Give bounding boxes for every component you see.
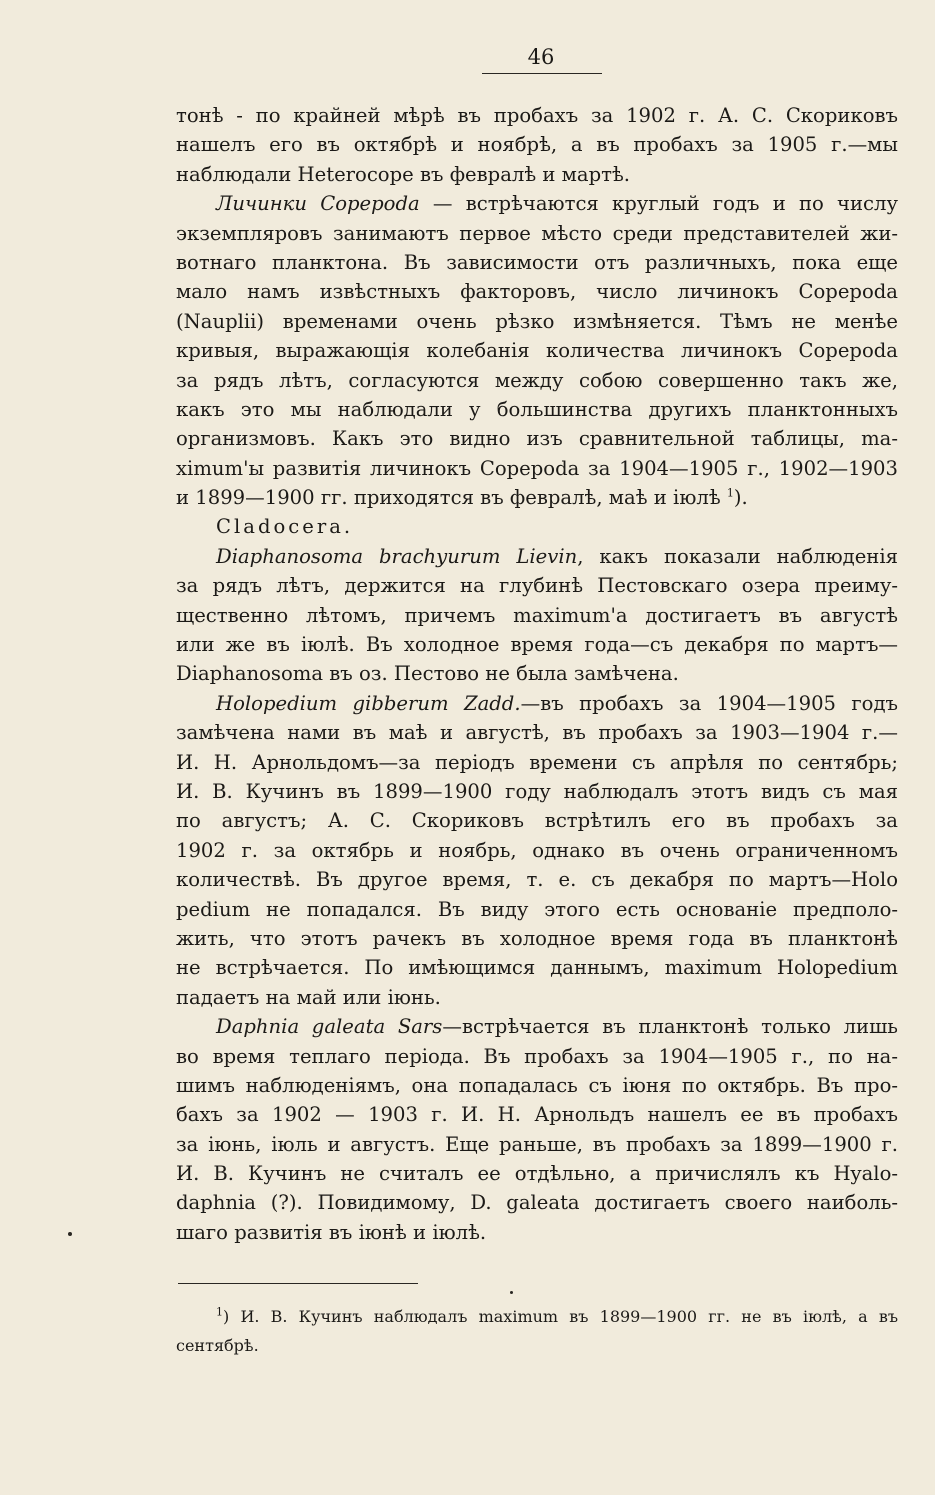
footnote-line: сентябрѣ. [176, 1336, 259, 1355]
text-line: Holopedium gibberum Zadd.—въ пробахъ за 1904—1905 годъ [216, 691, 898, 715]
text-line: не встрѣчается. По имѣющимся даннымъ, maximum Holopedium [176, 956, 898, 980]
text-line: И. В. Кучинъ не считалъ ее отдѣльно, а причислялъ къ Hyalo- [176, 1162, 898, 1186]
footnote-ref[interactable]: 1 [726, 486, 734, 500]
taxon-name: Diaphanosoma brachyurum Lievin [216, 544, 578, 568]
taxon-name: Личинки Copepoda [216, 192, 420, 216]
ink-speck [510, 1291, 513, 1294]
text-line: за рядъ лѣтъ, согласуются между собою совершенно такъ же, [176, 368, 898, 392]
text-line [176, 189, 898, 218]
ink-speck [68, 1232, 72, 1236]
text-line: daphnia (?). Повидимому, D. galeata достигаетъ своего наиболь- [176, 1191, 898, 1215]
text-line: мало намъ извѣстныхъ факторовъ, число личинокъ Copepoda [176, 280, 898, 304]
text-line: жить, что этотъ рачекъ въ холодное время года въ планктонѣ [176, 926, 898, 950]
body-text [176, 101, 898, 1247]
text-line: и 1899—1900 гг. приходятся въ февралѣ, маѣ и іюлѣ $^1$). [176, 486, 748, 510]
page-number-rule [482, 73, 602, 74]
text-line: за іюнь, іюль и августъ. Еще раньше, въ пробахъ за 1899—1900 г. [176, 1132, 898, 1156]
text-line: организмовъ. Какъ это видно изъ сравнительной таблицы, ma- [176, 427, 898, 451]
text-line: количествѣ. Въ другое время, т. е. съ декабря по мартъ—Holo [176, 868, 898, 892]
text-line: И. В. Кучинъ въ 1899—1900 году наблюдалъ этотъ видъ съ мая [176, 779, 898, 803]
text-line: шаго развитія въ іюнѣ и іюлѣ. [176, 1220, 487, 1244]
section-heading: Cladocera. [216, 515, 354, 539]
footnote-rule [178, 1283, 418, 1284]
text-line: Diaphanosoma brachyurum Lievin, какъ показали наблюденія [216, 544, 898, 568]
text-line: или же въ іюлѣ. Въ холодное время года—съ декабря по мартъ— [176, 633, 898, 657]
taxon-name: Holopedium gibberum Zadd. [216, 691, 521, 715]
text-line: наблюдали Heterocope въ февралѣ и мартѣ. [176, 162, 631, 186]
text-line: (Nauplii) временами очень рѣзко измѣняется. Тѣмъ не менѣе [176, 309, 898, 333]
text-line: щественно лѣтомъ, причемъ maximum'a достигаетъ въ августѣ [176, 603, 898, 627]
text-line: Diaphanosoma въ оз. Пестово не была замѣчена. [176, 662, 679, 686]
text-line: нашелъ его въ октябрѣ и ноябрѣ, а въ пробахъ за 1905 г.—мы [176, 133, 898, 157]
text-line: по августъ; А. С. Скориковъ встрѣтилъ его въ пробахъ за [176, 809, 898, 833]
text-line: ximum'ы развитія личинокъ Copepoda за 1904—1905 г., 1902—1903 [176, 456, 898, 480]
text-line: за рядъ лѣтъ, держится на глубинѣ Пестовскаго озера преиму- [176, 574, 898, 598]
text-line: замѣчена нами въ маѣ и августѣ, въ пробахъ за 1903—1904 г.— [176, 721, 898, 745]
text-line: 1902 г. за октябрь и ноябрь, однако въ очень ограниченномъ [176, 838, 898, 862]
text-line: кривыя, выражающія колебанія количества личинокъ Copepoda [176, 339, 898, 363]
text-line: падаетъ на май или іюнь. [176, 985, 441, 1009]
text-line: бахъ за 1902 — 1903 г. И. Н. Арнольдъ нашелъ ее въ пробахъ [176, 1103, 898, 1127]
text-line: какъ это мы наблюдали у большинства другихъ планктонныхъ [176, 397, 898, 421]
footnote-marker: 1 [216, 1305, 223, 1319]
text-line: pedium не попадался. Въ виду этого есть основаніе предполо- [176, 897, 898, 921]
text-line: И. Н. Арнольдомъ—за періодъ времени съ апрѣля по сентябрь; [176, 750, 898, 774]
page-number: 46 [527, 45, 555, 69]
taxon-name: Daphnia galeata Sars [216, 1015, 443, 1039]
footnote [176, 1302, 898, 1360]
text-line: во время теплаго періода. Въ пробахъ за 1904—1905 г., по на- [176, 1044, 898, 1068]
text-line: Daphnia galeata Sars—встрѣчается въ планктонѣ только лишь [216, 1015, 898, 1039]
footnote-line: $^1$) И. В. Кучинъ наблюдалъ maximum въ 1899—1900 гг. не въ іюлѣ, а въ [216, 1305, 898, 1326]
text-line: экземпляровъ занимаютъ первое мѣсто среди представителей жи- [176, 221, 898, 245]
text-line: шимъ наблюденіямъ, она попадалась съ іюня по октябрь. Въ про- [176, 1073, 898, 1097]
text-line-rest: — встрѣчаются круглый годъ и по числу [419, 192, 898, 216]
text-line: тонѣ - по крайней мѣрѣ въ пробахъ за 1902 г. А. С. Скориковъ [176, 104, 898, 127]
text-line: вотнаго планктона. Въ зависимости отъ различныхъ, пока еще [176, 250, 898, 274]
